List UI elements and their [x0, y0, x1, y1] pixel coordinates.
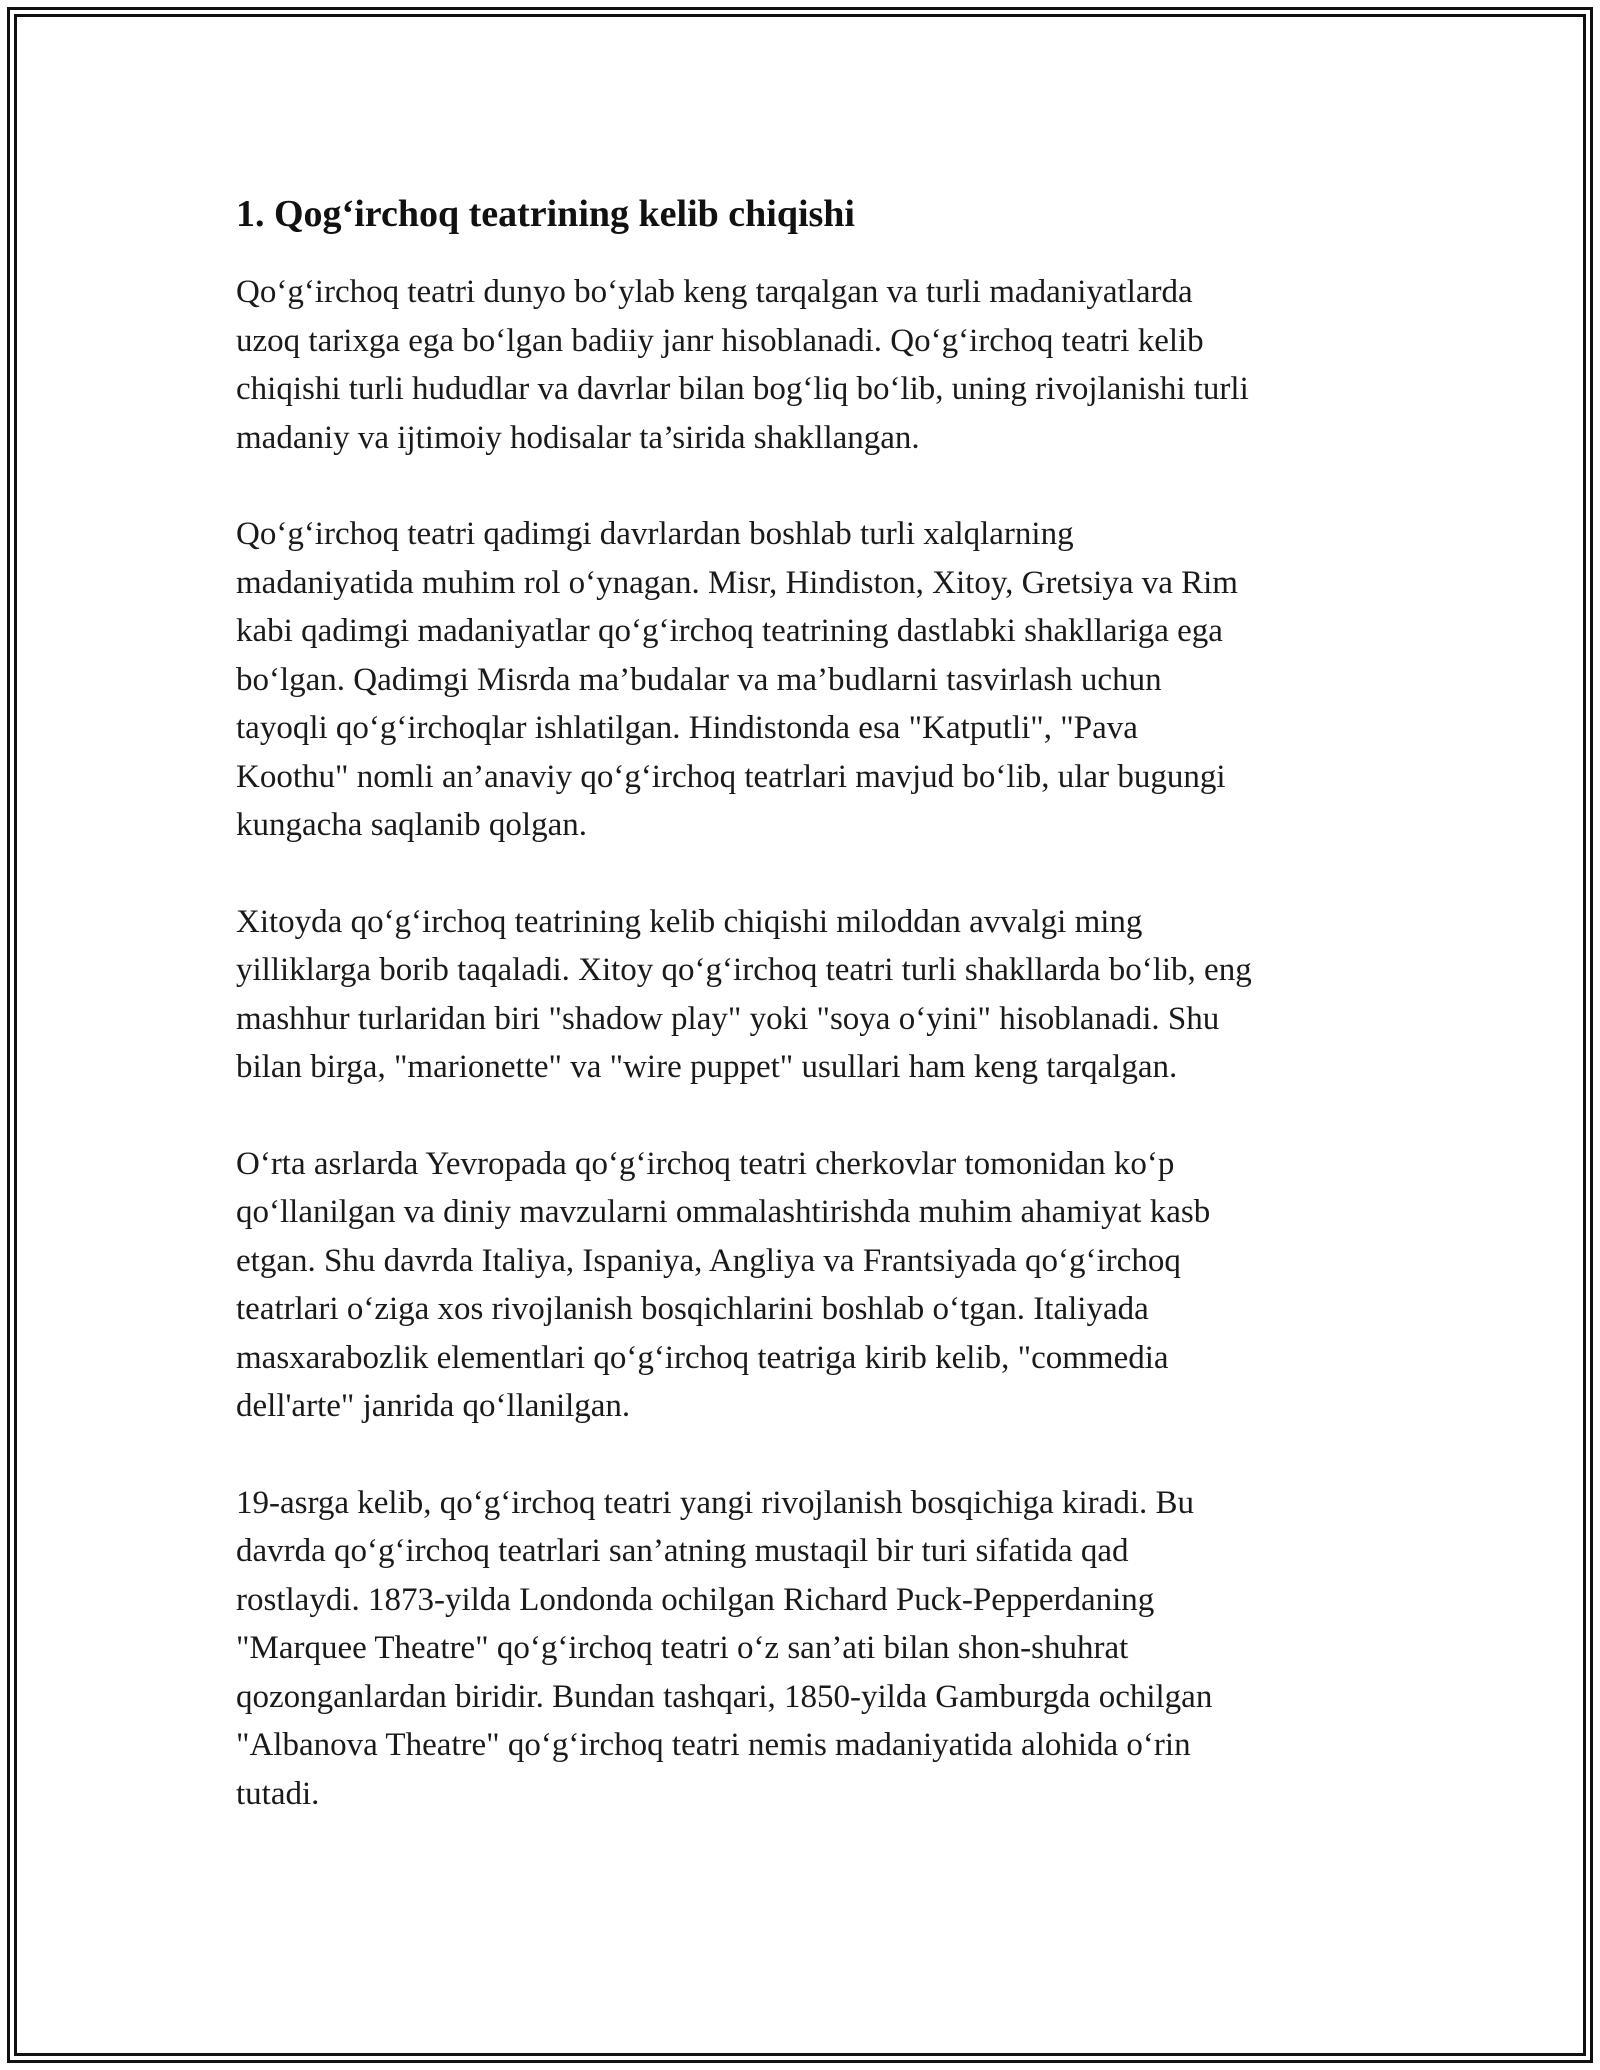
paragraph-2 — [236, 510, 1376, 850]
text-line: rostlaydi. 1873-yilda Londonda ochilgan Richard Puck-Pepperdaning — [236, 1581, 1155, 1618]
text-line: tutadi. — [236, 1775, 320, 1812]
paragraph-5 — [236, 1479, 1376, 1819]
paragraph-3 — [236, 898, 1376, 1092]
text-line: bo‘lgan. Qadimgi Misrda ma’budalar va ma’budlarni tasvirlash uchun — [236, 661, 1162, 698]
paragraph-1 — [236, 268, 1376, 462]
text-line: etgan. Shu davrda Italiya, Ispaniya, Angliya va Frantsiyada qo‘g‘irchoq — [236, 1242, 1181, 1279]
text-line: bilan birga, "marionette" va "wire puppet" usullari ham keng tarqalgan. — [236, 1049, 1178, 1085]
text-line: davrda qo‘g‘irchoq teatrlari san’atning mustaqil bir turi sifatida qad — [236, 1533, 1129, 1569]
text-line: "Albanova Theatre" qo‘g‘irchoq teatri nemis madaniyatida alohida o‘rin — [236, 1727, 1191, 1763]
section-title: 1. Qog‘irchoq teatrining kelib chiqishi — [236, 193, 855, 235]
text-line: kungacha saqlanib qolgan. — [236, 807, 587, 843]
text-line: "Marquee Theatre" qo‘g‘irchoq teatri o‘z san’ati bilan shon-shuhrat — [236, 1630, 1129, 1666]
text-line: Xitoyda qo‘g‘irchoq teatrining kelib chiqishi miloddan avvalgi ming — [236, 903, 1143, 940]
text-line: madaniy va ijtimoiy hodisalar ta’sirida shakllangan. — [236, 419, 920, 456]
text-line: 19-asrga kelib, qo‘g‘irchoq teatri yangi rivojlanish bosqichiga kiradi. Bu — [236, 1484, 1194, 1521]
text-line: uzoq tarixga ega bo‘lgan badiiy janr hisoblanadi. Qo‘g‘irchoq teatri kelib — [236, 322, 1204, 359]
text-line: Qo‘g‘irchoq teatri qadimgi davrlardan boshlab turli xalqlarning — [236, 516, 1074, 552]
text-line: madaniyatida muhim rol o‘ynagan. Misr, Hindiston, Xitoy, Gretsiya va Rim — [236, 564, 1238, 601]
text-line: O‘rta asrlarda Yevropada qo‘g‘irchoq teatri cherkovlar tomonidan ko‘p — [236, 1145, 1175, 1182]
text-line: qo‘llanilgan va diniy mavzularni ommalashtirishda muhim ahamiyat kasb — [236, 1194, 1211, 1230]
text-line: yilliklarga borib taqaladi. Xitoy qo‘g‘irchoq teatri turli shakllarda bo‘lib, eng — [236, 952, 1252, 988]
text-line: masxarabozlik elementlari qo‘g‘irchoq teatriga kirib kelib, "commedia — [236, 1339, 1169, 1376]
document-body — [236, 186, 1376, 1866]
text-line: Koothu" nomli an’anaviy qo‘g‘irchoq teatrlari mavjud bo‘lib, ular bugungi — [236, 758, 1226, 795]
text-line: chiqishi turli hududlar va davrlar bilan bog‘liq bo‘lib, uning rivojlanishi turli — [236, 371, 1249, 407]
text-line: dell'arte" janrida qo‘llanilgan. — [236, 1388, 631, 1424]
text-line: mashhur turlaridan biri "shadow play" yoki "soya o‘yini" hisoblanadi. Shu — [236, 1000, 1220, 1037]
paragraph-4 — [236, 1140, 1376, 1431]
text-line: kabi qadimgi madaniyatlar qo‘g‘irchoq teatrining dastlabki shakllariga ega — [236, 613, 1223, 649]
text-line: teatrlari o‘ziga xos rivojlanish bosqichlarini boshlab o‘tgan. Italiyada — [236, 1291, 1149, 1327]
text-line: Qo‘g‘irchoq teatri dunyo bo‘ylab keng tarqalgan va turli madaniyatlarda — [236, 274, 1193, 310]
text-line: qozonganlardan biridir. Bundan tashqari, 1850-yilda Gamburgda ochilgan — [236, 1678, 1213, 1715]
text-line: tayoqli qo‘g‘irchoqlar ishlatilgan. Hindistonda esa "Katputli", "Pava — [236, 710, 1138, 746]
